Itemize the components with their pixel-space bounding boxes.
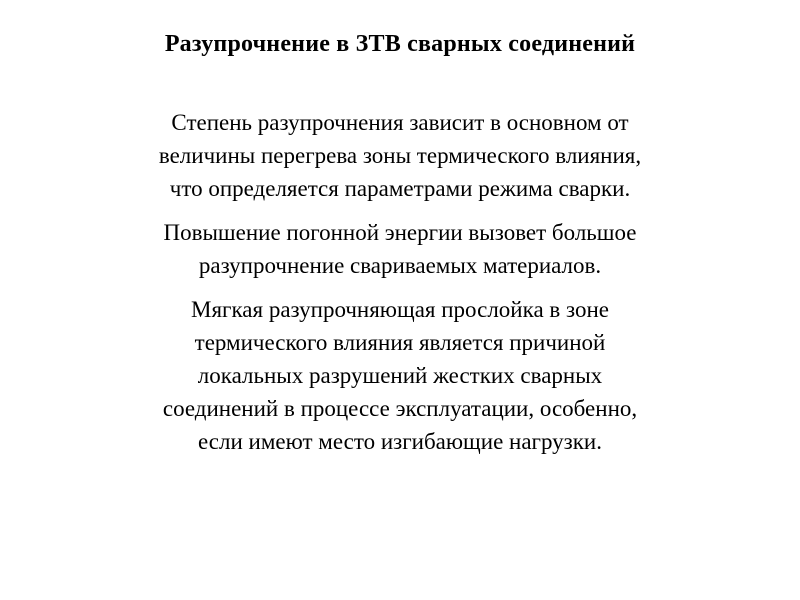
slide-title: Разупрочнение в ЗТВ сварных соединений bbox=[164, 31, 636, 57]
paragraph-1 bbox=[60, 106, 740, 205]
slide-body bbox=[60, 106, 740, 469]
paragraph-line: если имеют место изгибающие нагрузки. bbox=[198, 429, 602, 454]
paragraph-line: разупрочнение свариваемых материалов. bbox=[198, 253, 602, 278]
paragraph-line: соединений в процессе эксплуатации, особенно, bbox=[162, 396, 638, 421]
paragraph-line: Мягкая разупрочняющая прослойка в зоне bbox=[191, 297, 609, 322]
paragraph-line: Степень разупрочнения зависит в основном от bbox=[171, 110, 629, 135]
paragraph-line: что определяется параметрами режима сварки. bbox=[169, 176, 631, 201]
paragraph-3 bbox=[60, 293, 740, 458]
paragraph-line: локальных разрушений жестких сварных bbox=[197, 363, 603, 388]
paragraph-line: термического влияния является причиной bbox=[194, 330, 606, 355]
paragraph-line: величины перегрева зоны термического влияния, bbox=[158, 143, 642, 168]
paragraph-line: Повышение погонной энергии вызовет большое bbox=[163, 220, 637, 245]
paragraph-2 bbox=[60, 216, 740, 282]
